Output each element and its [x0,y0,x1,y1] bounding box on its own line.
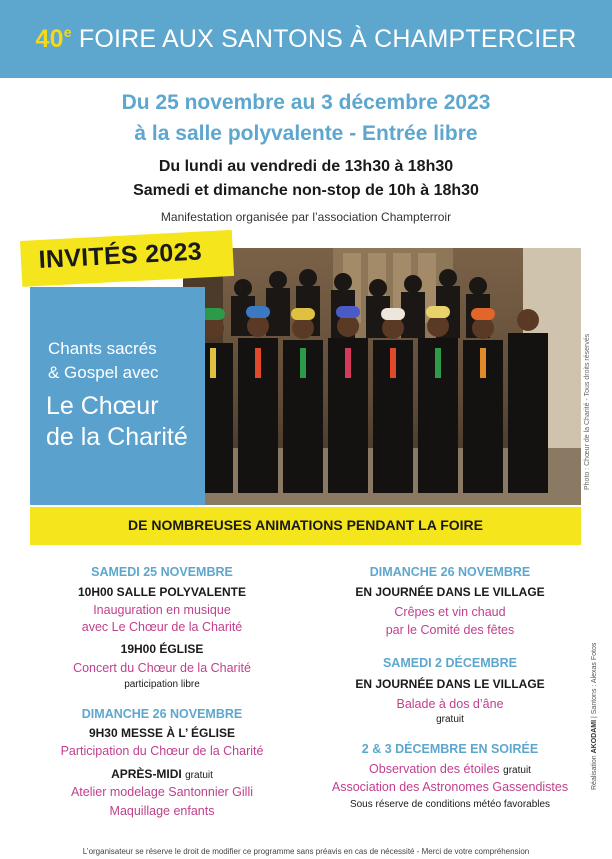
event-heading: 9H30 MESSE À L’ ÉGLISE [88,726,236,740]
day-heading: DIMANCHE 26 NOVEMBRE [369,565,531,579]
event-note: gratuit [185,770,213,781]
date-range: Du 25 novembre au 3 décembre 2023 [121,91,491,114]
event-description: Participation du Chœur de la Charité [60,744,264,758]
day-heading: DIMANCHE 26 NOVEMBRE [81,707,243,721]
event-description-text: Observation des étoiles [369,762,500,776]
event-note: gratuit [503,765,531,776]
event-heading: EN JOURNÉE DANS LE VILLAGE [355,585,545,599]
event-description: Balade à dos d’âne [396,697,504,711]
invites-label: INVITÉS 2023 [38,237,203,274]
design-credit [591,643,598,790]
day-heading: SAMEDI 25 NOVEMBRE [91,565,233,579]
event-description: Concert du Chœur de la Charité [73,661,251,675]
page-title [0,24,612,54]
title-text: FOIRE AUX SANTONS À CHAMPTERCIER [78,25,577,53]
event-description: avec Le Chœur de la Charité [81,620,243,634]
guest-name-1: Le Chœur [46,392,159,420]
guest-name-2: de la Charité [46,423,188,451]
event-heading-text: APRÈS-MIDI [111,767,182,781]
event-note: participation libre [124,679,200,690]
credit-prefix: Réalisation [591,755,598,790]
event-note: gratuit [436,714,464,725]
event-description: Maquillage enfants [109,804,215,818]
event-heading: EN JOURNÉE DANS LE VILLAGE [355,677,545,691]
venue-line: à la salle polyvalente - Entrée libre [134,122,478,145]
credit-studio: AKODAMI [591,719,598,754]
event-heading: 10H00 SALLE POLYVALENTE [77,585,247,599]
day-heading: SAMEDI 2 DÉCEMBRE [382,656,518,670]
event-description: Association des Astronomes Gassendistes [331,780,569,794]
event-description: Inauguration en musique [93,603,231,617]
day-heading: 2 & 3 DÉCEMBRE EN SOIRÉE [361,742,539,756]
photo-credit: Photo : Chœur de la Charité - Tous droits réservés [584,333,591,490]
event-description: Atelier modelage Santonnier Gilli [70,785,254,799]
event-heading [30,767,294,781]
guest-subtitle-2: & Gospel avec [48,363,159,382]
choir-photo [183,248,581,505]
guest-subtitle-1: Chants sacrés [48,339,157,358]
edition-number: 40 [35,25,64,53]
event-description: Crêpes et vin chaud [394,605,506,619]
footer-disclaimer: L’organisateur se réserve le droit de modifier ce programme sans préavis en cas de nécessité - Merci de votre compréhension [82,847,530,856]
credit-rest: | Santons : Alexas Fotos [591,642,598,718]
edition-superscript: e [63,24,72,40]
event-description: par le Comité des fêtes [385,623,515,637]
event-condition: Sous réserve de conditions météo favorables [349,799,551,810]
animations-title: DE NOMBREUSES ANIMATIONS PENDANT LA FOIRE [128,517,483,533]
event-heading: 19H00 ÉGLISE [120,642,204,656]
organizer-line: Manifestation organisée par l’association Champterroir [160,210,452,224]
event-description [318,762,582,776]
weekend-hours: Samedi et dimanche non-stop de 10h à 18h30 [133,182,479,199]
weekday-hours: Du lundi au vendredi de 13h30 à 18h30 [158,158,454,175]
